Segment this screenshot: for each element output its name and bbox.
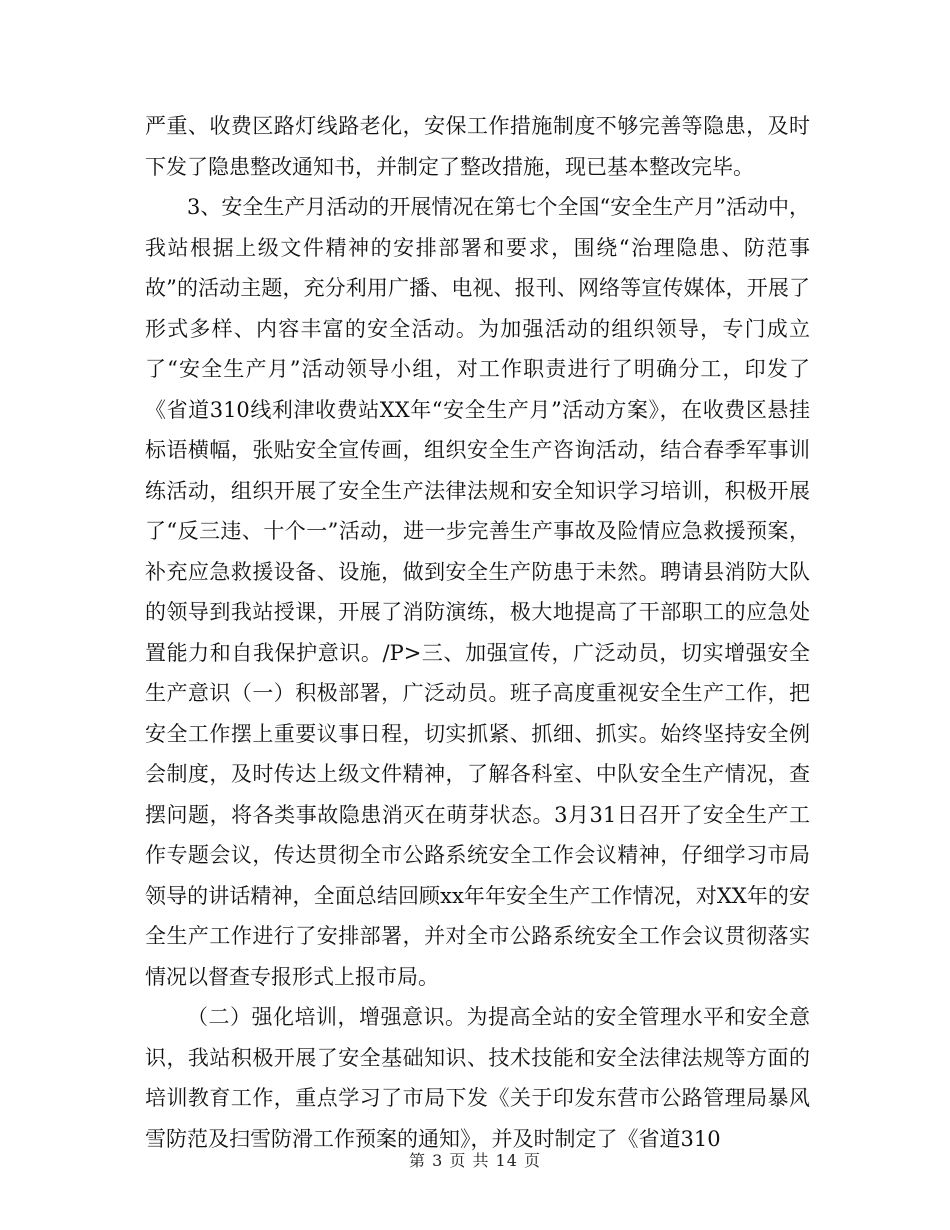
paragraph-continuation: 严重、收费区路灯线路老化，安保工作措施制度不够完善等隐患，及时下发了隐患整改通知书，并制定了整改措施，现已基本整改完毕。 — [145, 114, 810, 179]
paragraph-safety-month: 3、安全生产月活动的开展情况在第七个全国“安全生产月”活动中，我站根据上级文件精神的安排部署和要求，围绕“治理隐患、防范事故”的活动主题，充分利用广播、电视、报刊、网络等宣传媒体，开展了形式多样、内容丰富的安全活动。为加强活动的组织领导，专门成立了“安全生产月”活动领导小组，对工作职责进行了明确分工，印发了《省道310线利津收费站XX年“安全生产月”活动方案》，在收费区悬挂标语横幅，张贴安全宣传画，组织安全生产咨询活动，结合春季军事训练活动，组织开展了安全生产法律法规和安全知识学习培训，积极开展了“反三违、十个一”活动，进一步完善生产事故及险情应急救援预案，补充应急救援设备、设施，做到安全生产防患于未然。聘请县消防大队的领导到我站授课，开展了消防演练，极大地提高了干部职工的应急处置能力和自我保护意识。/P>三、加强宣传，广泛动员，切实增强安全生产意识（一）积极部署，广泛动员。班子高度重视安全生产工作，把安全工作摆上重要议事日程，切实抓紧、抓细、抓实。始终坚持安全例会制度，及时传达上级文件精神，了解各科室、中队安全生产情况，查摆问题，将各类事故隐患消灭在萌芽状态。3月31日召开了安全生产工作专题会议，传达贯彻全市公路系统安全工作会议精神，仔细学习市局领导的讲话精神，全面总结回顾xx年年安全生产工作情况，对XX年的安全生产工作进行了安排部署，并对全市公路系统安全工作会议贯彻落实情况以督查专报形式上报市局。 — [145, 195, 810, 989]
page-number-footer: 第 3 页 共 14 页 — [409, 1151, 541, 1170]
document-body — [145, 106, 810, 1159]
paragraph-training: （二）强化培训，增强意识。为提高全站的安全管理水平和安全意识，我站积极开展了安全基础知识、技术技能和安全法律法规等方面的培训教育工作，重点学习了市局下发《关于印发东营市公路管理局暴风雪防范及扫雪防滑工作预案的通知》，并及时制定了《省道310 — [145, 1005, 810, 1151]
